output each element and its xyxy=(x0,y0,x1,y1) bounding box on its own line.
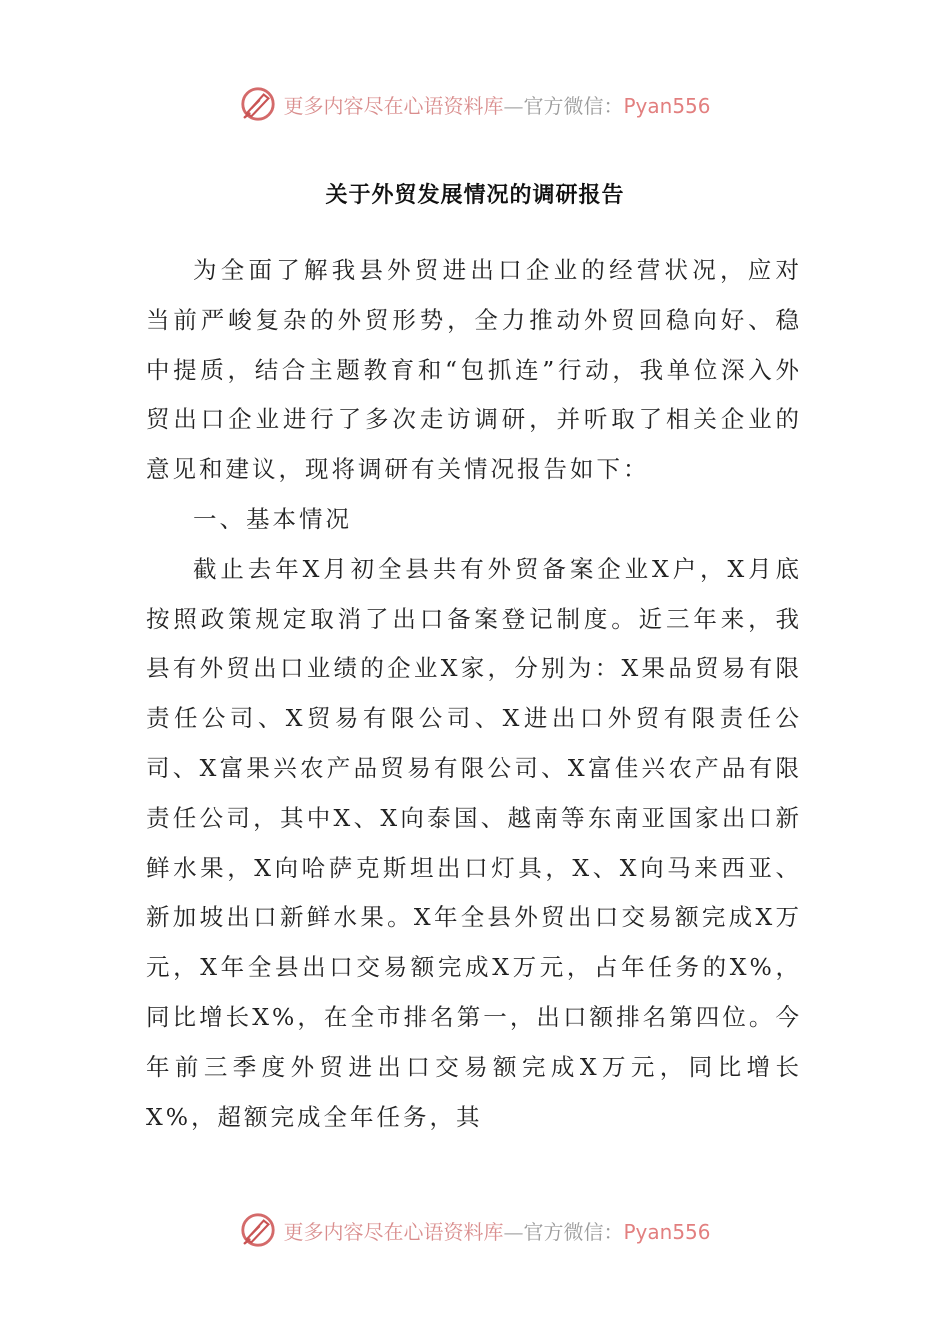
watermark-text xyxy=(283,90,710,119)
watermark-header xyxy=(0,84,950,124)
watermark-footer xyxy=(0,1210,950,1250)
watermark-brand: 更多内容尽在心语资料库 xyxy=(283,1219,504,1244)
section-heading-basic-situation: 一、基本情况 xyxy=(193,504,352,533)
watermark-label: 官方微信： xyxy=(523,1219,624,1244)
watermark-text xyxy=(283,1216,710,1245)
document-title: 关于外贸发展情况的调研报告 xyxy=(325,183,625,208)
watermark-separator: — xyxy=(503,1219,524,1244)
paragraph-intro: 为全面了解我县外贸进出口企业的经营状况，应对当前严峻复杂的外贸形势，全力推动外贸回稳向好、稳中提质，结合主题教育和“包抓连”行动，我单位深入外贸出口企业进行了多次走访调研，并听取了相关企业的意见和建议，现将调研有关情况报告如下： xyxy=(146,256,802,484)
watermark-brand: 更多内容尽在心语资料库 xyxy=(283,93,504,118)
watermark-label: 官方微信： xyxy=(523,93,624,118)
watermark-separator: — xyxy=(503,93,524,118)
pen-nib-logo-icon xyxy=(239,85,277,123)
watermark-handle: Pyan556 xyxy=(623,93,711,118)
watermark-handle: Pyan556 xyxy=(623,1219,711,1244)
pen-nib-logo-icon xyxy=(239,1211,277,1249)
paragraph-basic-situation: 截止去年X月初全县共有外贸备案企业X户，X月底按照政策规定取消了出口备案登记制度。近三年来，我县有外贸出口业绩的企业X家，分别为：X果品贸易有限责任公司、X贸易有限公司、X进出口外贸有限责任公司、X富果兴农产品贸易有限公司、X富佳兴农产品有限责任公司，其中X、X向泰国、越南等东南亚国家出口新鲜水果，X向哈萨克斯坦出口灯具，X、X向马来西亚、新加坡出口新鲜水果。X年全县外贸出口交易额完成X万元，X年全县出口交易额完成X万元，占年任务的X%，同比增长X%，在全市排名第一，出口额排名第四位。今年前三季度外贸进出口交易额完成X万元，同比增长X%，超额完成全年任务，其 xyxy=(146,554,802,1131)
document-body xyxy=(146,246,802,1142)
